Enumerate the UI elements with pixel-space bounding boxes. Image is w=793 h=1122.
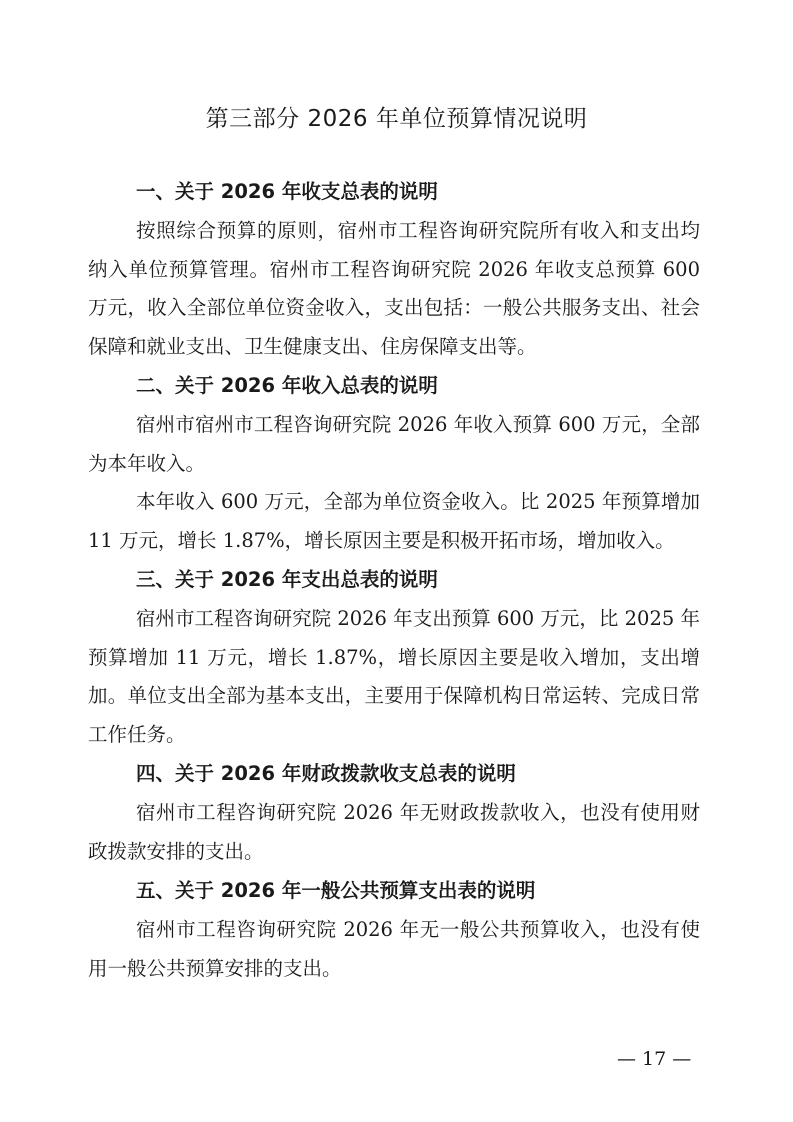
section-4 xyxy=(88,754,700,871)
document-body xyxy=(88,172,700,988)
section-1 xyxy=(88,172,700,366)
section-heading: 一、关于 2026 年收支总表的说明 xyxy=(136,180,438,203)
section-2 xyxy=(88,366,700,560)
section-paragraph: 本年收入 600 万元，全部为单位资金收入。比 2025 年预算增加 11 万元，增长 1.87%，增长原因主要是积极开拓市场，增加收入。 xyxy=(88,490,700,552)
section-heading: 五、关于 2026 年一般公共预算支出表的说明 xyxy=(136,879,536,902)
section-paragraph: 宿州市工程咨询研究院 2026 年无一般公共预算收入，也没有使用一般公共预算安排的支出。 xyxy=(88,918,700,980)
page-number: — 17 — xyxy=(617,1048,692,1070)
section-3 xyxy=(88,560,700,754)
section-paragraph: 按照综合预算的原则，宿州市工程咨询研究院所有收入和支出均纳入单位预算管理。宿州市工程咨询研究院 2026 年收支总预算 600 万元，收入全部位单位资金收入，支出包括：一般公共服务支出、社会保障和就业支出、卫生健康支出、住房保障支出等。 xyxy=(88,219,700,358)
section-paragraph: 宿州市工程咨询研究院 2026 年无财政拨款收入，也没有使用财政拨款安排的支出。 xyxy=(88,801,700,863)
section-5 xyxy=(88,871,700,988)
section-heading: 四、关于 2026 年财政拨款收支总表的说明 xyxy=(136,762,516,785)
section-paragraph: 宿州市工程咨询研究院 2026 年支出预算 600 万元，比 2025 年预算增加 11 万元，增长 1.87%，增长原因主要是收入增加，支出增加。单位支出全部为基本支出，主要用于保障机构日常运转、完成日常工作任务。 xyxy=(88,607,700,746)
section-heading: 三、关于 2026 年支出总表的说明 xyxy=(136,568,438,591)
section-paragraph: 宿州市宿州市工程咨询研究院 2026 年收入预算 600 万元，全部为本年收入。 xyxy=(88,413,700,475)
section-heading: 二、关于 2026 年收入总表的说明 xyxy=(136,374,438,397)
page-title: 第三部分 2026 年单位预算情况说明 xyxy=(205,106,588,132)
